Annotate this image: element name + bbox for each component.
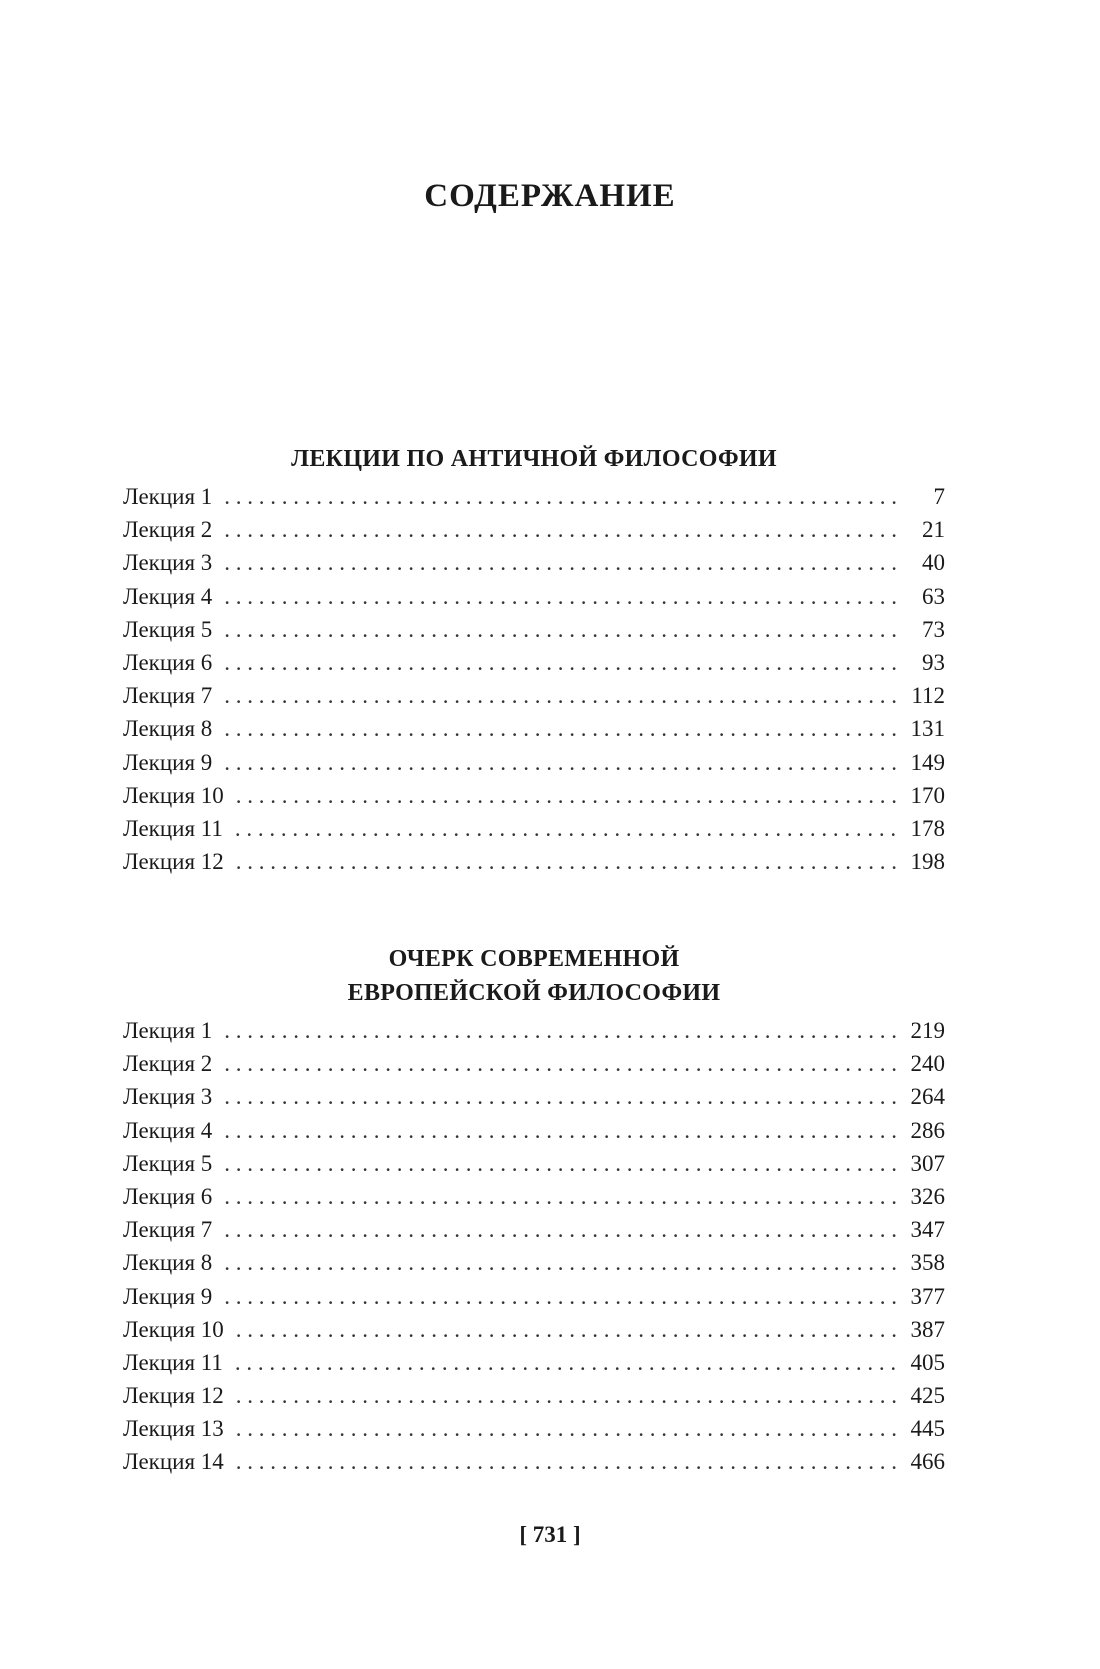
toc-entry-label: Лекция 7 <box>123 683 213 709</box>
toc-entry-page: 466 <box>910 1449 945 1475</box>
dot-leader <box>224 1084 897 1110</box>
section-heading-line: ОЧЕРК СОВРЕМЕННОЙ <box>388 946 680 972</box>
toc-entry-label: Лекция 1 <box>123 1018 213 1043</box>
toc-entry-page: 131 <box>910 716 945 742</box>
toc-entry[interactable] <box>123 1051 945 1084</box>
toc-entry-label: Лекция 13 <box>123 1416 224 1442</box>
toc-entry[interactable] <box>123 816 945 849</box>
toc-entry-page: 63 <box>922 583 945 609</box>
dot-leader <box>224 617 897 643</box>
dot-leader <box>224 584 897 610</box>
toc-entry-page: 21 <box>922 517 945 543</box>
toc-entry-page: 240 <box>910 1051 945 1077</box>
toc-entry-label: Лекция 3 <box>123 1084 213 1110</box>
section-heading-line: ЕВРОПЕЙСКОЙ ФИЛОСОФИИ <box>347 980 721 1006</box>
toc-entry-label: Лекция 14 <box>123 1449 224 1475</box>
toc-entry-page: 307 <box>910 1150 945 1176</box>
section-heading <box>123 442 945 476</box>
toc-entry[interactable] <box>123 584 945 617</box>
toc-entry[interactable] <box>123 683 945 716</box>
toc-entry-label: Лекция 5 <box>123 1150 213 1176</box>
toc-list <box>123 484 945 882</box>
toc-entry-label: Лекция 1 <box>123 484 213 509</box>
toc-entry[interactable] <box>123 1350 945 1383</box>
toc-entry-label: Лекция 2 <box>123 517 213 543</box>
toc-entry-page: 112 <box>911 683 945 709</box>
toc-entry-page: 93 <box>922 649 945 675</box>
page-number: [ 731 ] <box>519 1522 581 1547</box>
toc-entry[interactable] <box>123 1317 945 1350</box>
toc-entry-label: Лекция 7 <box>123 1217 213 1243</box>
page-title: СОДЕРЖАНИЕ <box>424 178 676 214</box>
toc-entry-label: Лекция 11 <box>123 815 223 841</box>
dot-leader <box>224 1151 897 1177</box>
toc-entry[interactable] <box>123 617 945 650</box>
toc-list <box>123 1018 945 1483</box>
dot-leader <box>224 1118 897 1144</box>
section-heading <box>123 942 945 1010</box>
toc-entry[interactable] <box>123 1284 945 1317</box>
dot-leader <box>224 517 897 543</box>
dot-leader <box>236 1383 897 1409</box>
toc-entry-label: Лекция 3 <box>123 550 213 576</box>
toc-entry-page: 377 <box>910 1283 945 1309</box>
section-heading-line: ЛЕКЦИИ ПО АНТИЧНОЙ ФИЛОСОФИИ <box>291 446 777 472</box>
dot-leader <box>224 750 897 776</box>
toc-entry-page: 358 <box>910 1250 945 1276</box>
dot-leader <box>235 816 897 842</box>
toc-entry[interactable] <box>123 1250 945 1283</box>
toc-entry-label: Лекция 6 <box>123 649 213 675</box>
toc-entry-page: 405 <box>910 1349 945 1375</box>
toc-entry-page: 198 <box>910 849 945 875</box>
toc-entry-page: 286 <box>910 1117 945 1143</box>
dot-leader <box>224 650 897 676</box>
toc-section-modern-european-philosophy <box>123 942 945 1483</box>
toc-entry-label: Лекция 8 <box>123 716 213 742</box>
toc-entry[interactable] <box>123 650 945 683</box>
toc-section-ancient-philosophy <box>123 442 945 882</box>
dot-leader <box>224 1184 897 1210</box>
toc-entry[interactable] <box>123 849 945 882</box>
toc-entry[interactable] <box>123 750 945 783</box>
toc-entry-page: 326 <box>910 1183 945 1209</box>
toc-entry[interactable] <box>123 716 945 749</box>
toc-entry[interactable] <box>123 1383 945 1416</box>
toc-entry-label: Лекция 10 <box>123 1316 224 1342</box>
dot-leader <box>236 783 897 809</box>
toc-entry-page: 425 <box>910 1383 945 1409</box>
dot-leader <box>236 849 897 875</box>
toc-entry-page: 387 <box>910 1316 945 1342</box>
toc-entry-label: Лекция 6 <box>123 1183 213 1209</box>
toc-entry[interactable] <box>123 1449 945 1482</box>
toc-entry-label: Лекция 9 <box>123 1283 213 1309</box>
dot-leader <box>235 1350 897 1376</box>
toc-entry-page: 219 <box>910 1018 945 1043</box>
toc-entry[interactable] <box>123 1184 945 1217</box>
toc-entry-label: Лекция 4 <box>123 1117 213 1143</box>
toc-entry-label: Лекция 12 <box>123 849 224 875</box>
toc-entry[interactable] <box>123 1151 945 1184</box>
toc-entry[interactable] <box>123 783 945 816</box>
dot-leader <box>224 550 897 576</box>
dot-leader <box>224 1250 897 1276</box>
toc-entry-page: 149 <box>910 749 945 775</box>
toc-entry-page: 7 <box>933 484 945 509</box>
toc-entry-label: Лекция 12 <box>123 1383 224 1409</box>
toc-entry-label: Лекция 4 <box>123 583 213 609</box>
toc-entry[interactable] <box>123 1416 945 1449</box>
toc-entry[interactable] <box>123 517 945 550</box>
toc-entry[interactable] <box>123 1018 945 1051</box>
toc-entry[interactable] <box>123 1217 945 1250</box>
dot-leader <box>236 1449 897 1475</box>
toc-entry-page: 347 <box>910 1217 945 1243</box>
toc-entry-page: 73 <box>922 616 945 642</box>
toc-entry-label: Лекция 10 <box>123 782 224 808</box>
toc-entry-page: 40 <box>922 550 945 576</box>
dot-leader <box>224 716 897 742</box>
toc-entry-label: Лекция 11 <box>123 1349 223 1375</box>
toc-entry[interactable] <box>123 1118 945 1151</box>
toc-entry-page: 170 <box>910 782 945 808</box>
toc-entry-label: Лекция 9 <box>123 749 213 775</box>
toc-entry-page: 178 <box>910 815 945 841</box>
dot-leader <box>224 1284 897 1310</box>
toc-entry[interactable] <box>123 1084 945 1117</box>
toc-entry-label: Лекция 5 <box>123 616 213 642</box>
toc-entry-label: Лекция 2 <box>123 1051 213 1077</box>
toc-entry[interactable] <box>123 484 945 517</box>
dot-leader <box>224 1018 897 1044</box>
toc-entry-page: 445 <box>910 1416 945 1442</box>
dot-leader <box>224 484 897 510</box>
dot-leader <box>236 1416 897 1442</box>
toc-entry-page: 264 <box>910 1084 945 1110</box>
toc-entry[interactable] <box>123 550 945 583</box>
dot-leader <box>224 1217 897 1243</box>
dot-leader <box>236 1317 897 1343</box>
dot-leader <box>224 1051 897 1077</box>
dot-leader <box>224 683 897 709</box>
toc-entry-label: Лекция 8 <box>123 1250 213 1276</box>
